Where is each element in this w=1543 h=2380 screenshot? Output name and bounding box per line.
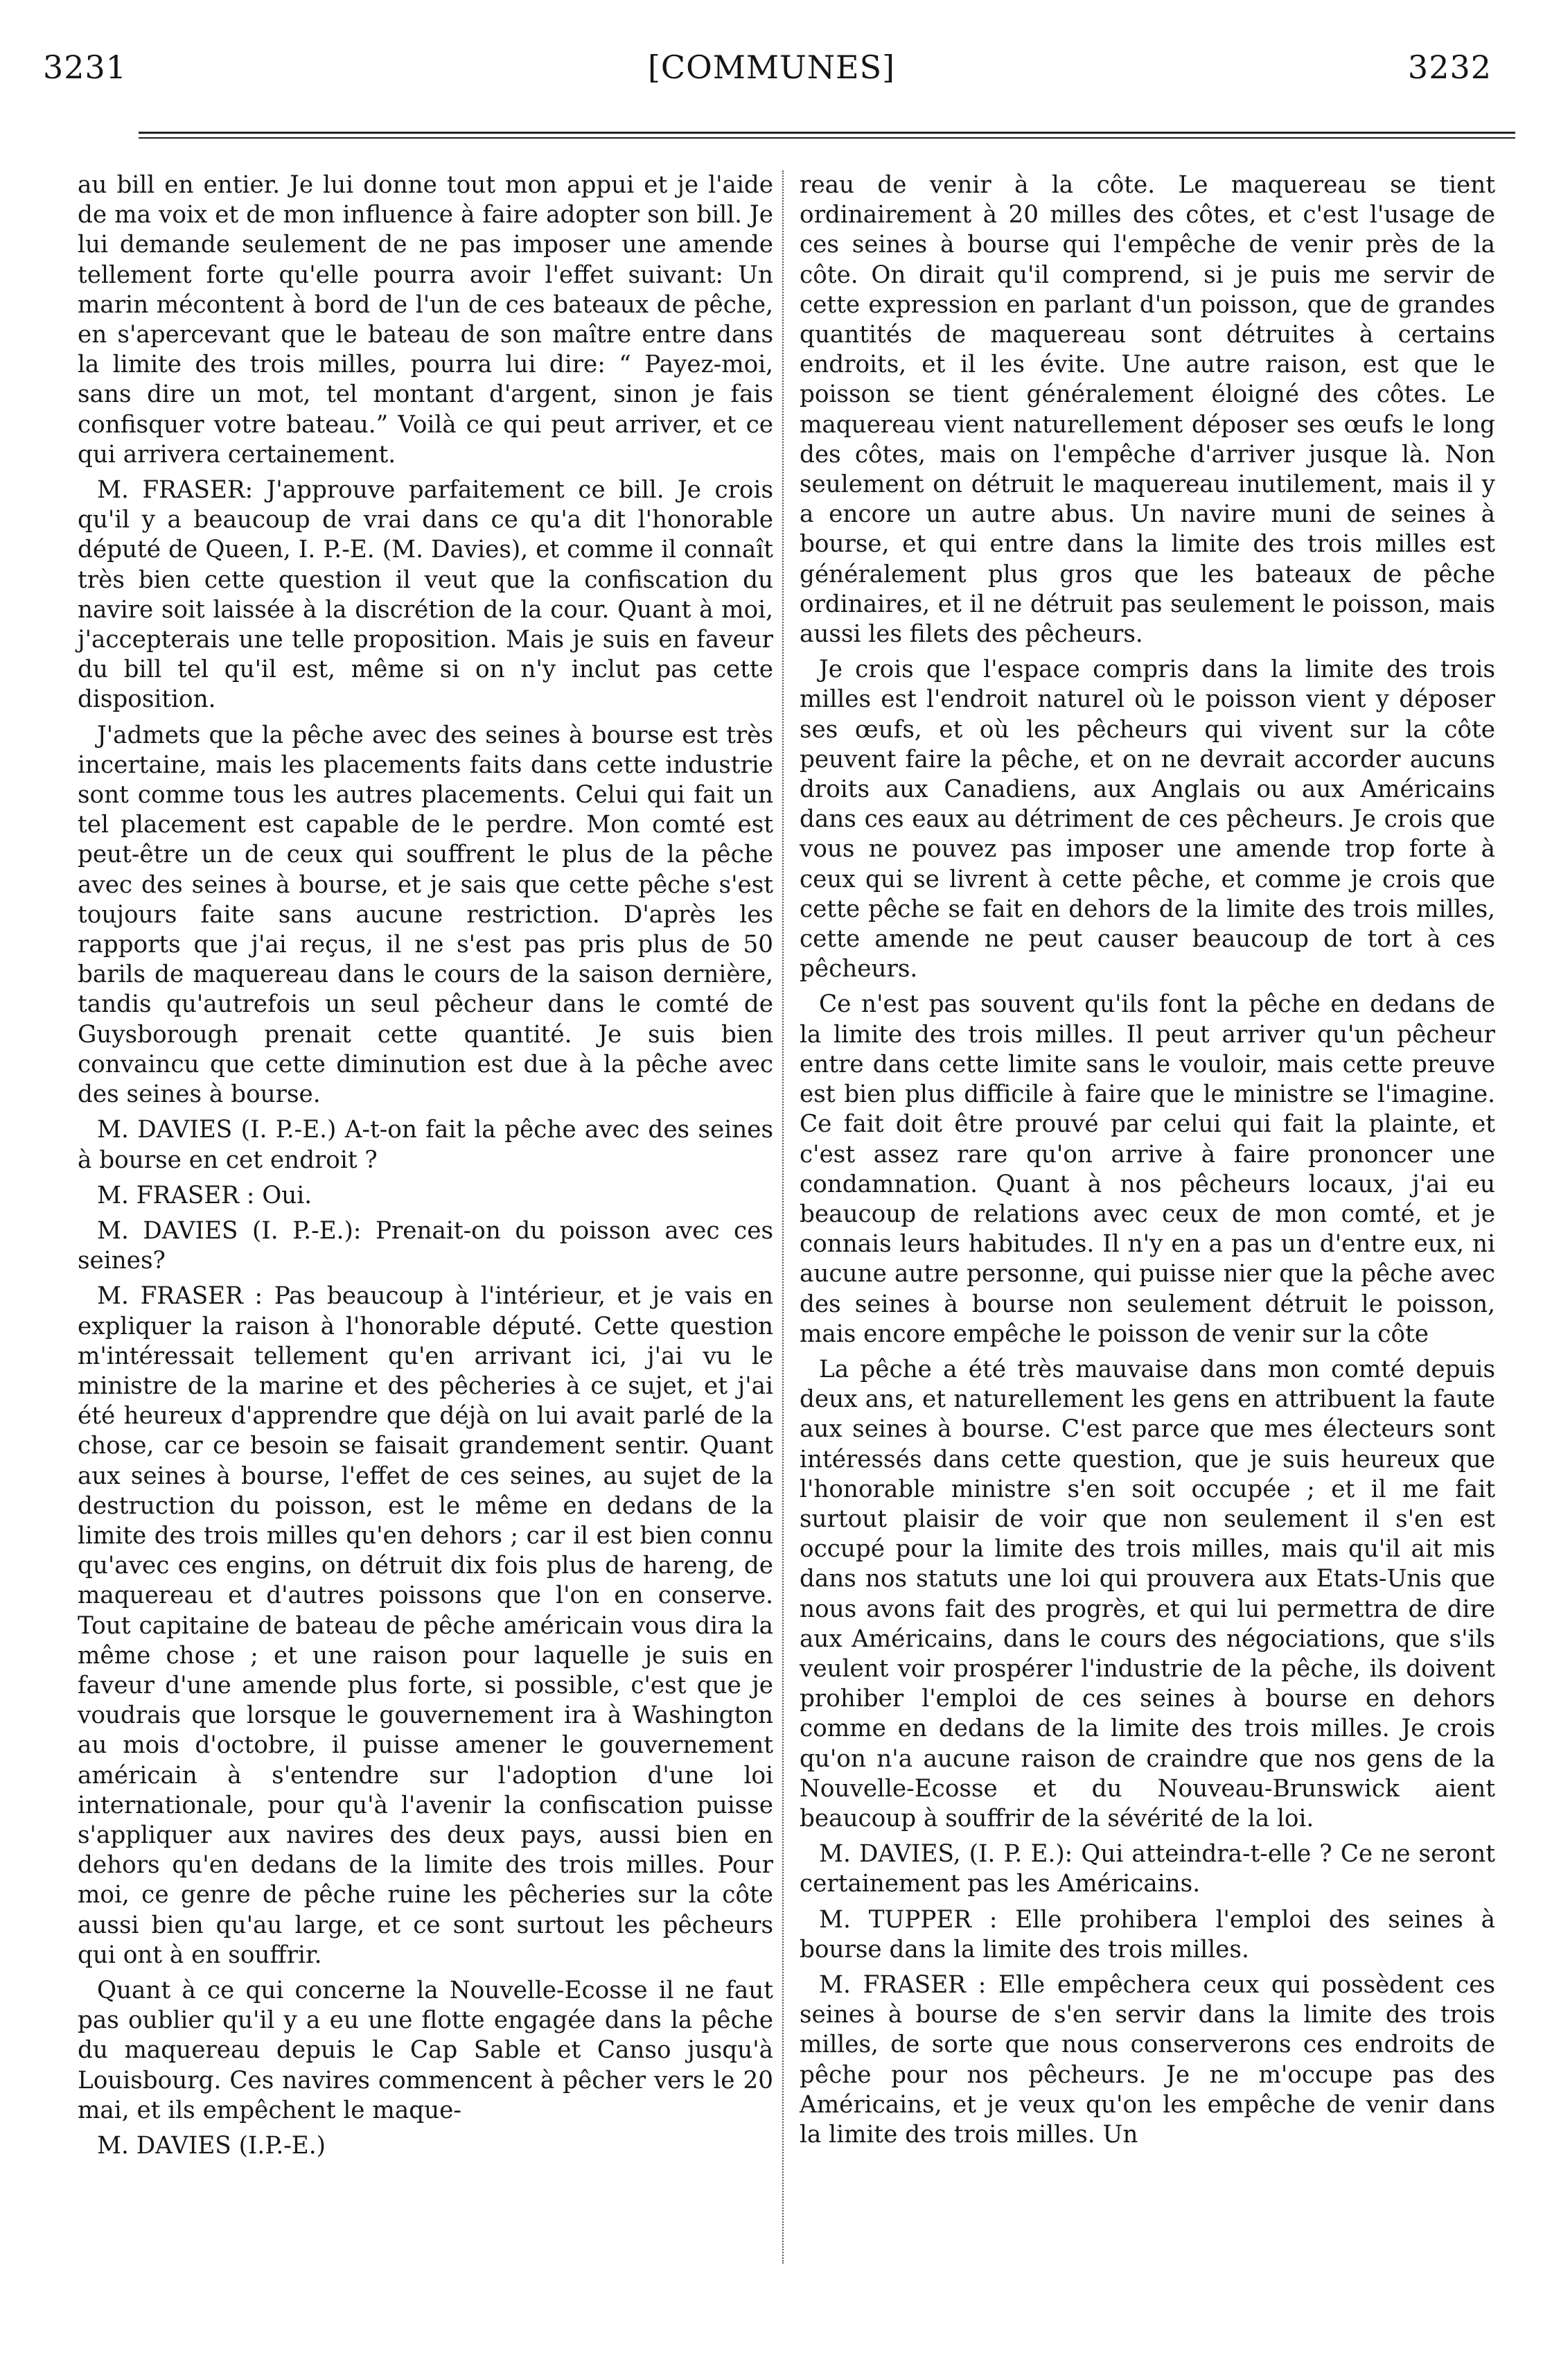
paragraph: M. FRASER: J'approuve parfaitement ce bill. Je crois qu'il y a beaucoup de vrai dans ce qu'a dit l'honorable député de Queen, I. P.-E. (M. Davies), et comme il connaît très bien cette question il veut que la confiscation du navire soit laissée à la discrétion de la cour. Quant à moi, j'accepterais une telle proposition. Mais je suis en faveur du bill tel qu'il est, même si on n'y inclut pas cette disposition. (78, 476, 773, 714)
header-rule-bottom (139, 137, 1515, 139)
page-number-right: 3232 (1407, 49, 1492, 86)
paragraph: Quant à ce qui concerne la Nouvelle-Ecosse il ne faut pas oublier qu'il y a eu une flotte engagée dans la pêche du maquereau depuis le Cap Sable et Canso jusqu'à Louisbourg. Ces navires commencent à pêcher vers le 20 mai, et ils empêchent le maque- (78, 1976, 773, 2124)
paragraph: au bill en entier. Je lui donne tout mon appui et je l'aide de ma voix et de mon influence à faire adopter son bill. Je lui demande seulement de ne pas imposer une amende tellement forte qu'elle pourra avoir l'effet suivant: Un marin mécontent à bord de l'un de ces bateaux de pêche, en s'apercevant que le bateau de son maître entre dans la limite des trois milles, pourra lui dire: “ Payez-moi, sans dire un mot, tel montant d'argent, sinon je fais confisquer votre bateau.” Voilà ce qui peut arriver, et ce qui arrivera certainement. (78, 171, 773, 469)
right-column (800, 170, 1495, 2155)
page-number-left: 3231 (43, 49, 127, 86)
paragraph: Je crois que l'espace compris dans la limite des trois milles est l'endroit naturel où le poisson vient y déposer ses œufs, et où les pêcheurs qui vivent sur la côte peuvent faire la pêche, et on ne devrait accorder aucuns droits aux Canadiens, aux Anglais ou aux Américains dans ces eaux au détriment de ces pêcheurs. Je crois que vous ne pouvez pas imposer une amende trop forte à ceux qui se livrent à cette pêche, et comme je crois que cette pêche se fait en dehors de la limite des trois milles, cette amende ne peut causer beaucoup de tort à ces pêcheurs. (800, 656, 1495, 983)
paragraph: M. FRASER : Oui. (97, 1181, 312, 1209)
paragraph: La pêche a été très mauvaise dans mon comté depuis deux ans, et naturellement les gens en attribuent la faute aux seines à bourse. C'est parce que mes électeurs sont intéressés dans cette question, que je suis heureux que l'honorable ministre s'en soit occupée ; et il me fait surtout plaisir de voir que non seulement il s'en est occupé pour la limite des trois milles, mais qu'il ait mis dans nos statuts une loi qui prouvera aux Etats-Unis que nous avons fait des progrès, et qui lui permettra de dire aux Américains, dans le cours des négociations, que s'ils veulent voir prospérer l'industrie de la pêche, ils doivent prohiber l'emploi de ces seines à bourse en dehors comme en dedans de la limite des trois milles. Je crois qu'on n'a aucune raison de craindre que nos gens de la Nouvelle-Ecosse et du Nouveau-Brunswick aient beaucoup à souffrir de la sévérité de la loi. (800, 1355, 1495, 1832)
header-rule-top (139, 132, 1515, 134)
running-title: [COMMUNES] (647, 49, 896, 86)
left-column (78, 170, 773, 2167)
paragraph: J'admets que la pêche avec des seines à bourse est très incertaine, mais les placements faits dans cette industrie sont comme tous les autres placements. Celui qui fait un tel placement est capable de le perdre. Mon comté est peut-être un de ceux qui souffrent le plus de la pêche avec des seines à bourse, et je sais que cette pêche s'est toujours faite sans aucune restriction. D'après les rapports que j'ai reçus, il ne s'est pas pris plus de 50 barils de maquereau dans le cours de la saison dernière, tandis qu'autrefois un seul pêcheur dans le comté de Guysborough prenait cette quantité. Je suis bien convaincu que cette diminution est due à la pêche avec des seines à bourse. (78, 721, 773, 1109)
paragraph: M. FRASER : Pas beaucoup à l'intérieur, et je vais en expliquer la raison à l'honorable député. Cette question m'intéressait tellement qu'en arrivant ici, j'ai vu le ministre de la marine et des pêcheries à ce sujet, et j'ai été heureux d'apprendre que déjà on lui avait parlé de la chose, car ce besoin se faisait grandement sentir. Quant aux seines à bourse, l'effet de ces seines, au sujet de la destruction du poisson, est le même en dedans de la limite des trois milles qu'en dehors ; car il est bien connu qu'avec ces engins, on détruit dix fois plus de hareng, de maquereau et d'autres poissons que l'on en conserve. Tout capitaine de bateau de pêche américain vous dira la même chose ; et une raison pour laquelle je suis en faveur d'une amende plus forte, si possible, c'est que je voudrais que lorsque le gouvernement ira à Washington au mois d'octobre, il puisse amener le gouvernement américain à s'entendre sur l'adoption d'une loi internationale, pour qu'à l'avenir la confiscation puisse s'appliquer aux navires des deux pays, aussi bien en dehors qu'en dedans de la limite des trois milles. Pour moi, ce genre de pêche ruine les pêcheries sur la côte aussi bien qu'au large, et ce sont surtout les pêcheurs qui ont à en souffrir. (78, 1282, 773, 1969)
paragraph: M. FRASER : Elle empêchera ceux qui possèdent ces seines à bourse de s'en servir dans la limite des trois milles, de sorte que nous conserverons ces endroits de pêche pour nos pêcheurs. Je ne m'occupe pas des Américains, et je veux qu'on les empêche de venir dans la limite des trois milles. Un (800, 1970, 1495, 2149)
paragraph: M. DAVIES (I. P.-E.) A-t-on fait la pêche avec des seines à bourse en cet endroit ? (78, 1116, 773, 1174)
paragraph: M. DAVIES, (I. P. E.): Qui atteindra-t-elle ? Ce ne seront certainement pas les Américains. (800, 1840, 1495, 1898)
paragraph: M. DAVIES (I. P.-E.): Prenait-on du poisson avec ces seines? (78, 1216, 773, 1275)
catchword-signature: M. DAVIES (I.P.-E.) (97, 2132, 326, 2160)
page-header (43, 36, 1500, 105)
paragraph: reau de venir à la côte. Le maquereau se tient ordinairement à 20 milles des côtes, et c'est l'usage de ces seines à bourse qui l'empêche de venir près de la côte. On dirait qu'il comprend, si je puis me servir de cette expression en parlant d'un poisson, que de grandes quantités de maquereau sont détruites à certains endroits, et il les évite. Une autre raison, est que le poisson se tient généralement éloigné des côtes. Le maquereau vient naturellement déposer ses œufs le long des côtes, mais on l'empêche d'arriver jusque là. Non seulement on détruit le maquereau inutilement, mais il y a encore un autre abus. Un navire muni de seines à bourse, et qui entre dans la limite des trois milles est généralement plus gros que les bateaux de pêche ordinaires, et il ne détruit pas seulement le poisson, mais aussi les filets des pêcheurs. (800, 171, 1495, 649)
paragraph: Ce n'est pas souvent qu'ils font la pêche en dedans de la limite des trois milles. Il peut arriver qu'un pêcheur entre dans cette limite sans le vouloir, mais cette preuve est bien plus difficile à faire que le ministre se l'imagine. Ce fait doit être prouvé par celui qui fait la plainte, et c'est assez rare qu'on arrive à faire prononcer une condamnation. Quant à nos pêcheurs locaux, j'ai eu beaucoup de relations avec ceux de mon comté, et je connais leurs habitudes. Il n'y en a pas un d'entre eux, ni aucune autre personne, qui puisse nier que la pêche avec des seines à bourse non seulement détruit le poisson, mais encore empêche le poisson de venir sur la côte (800, 990, 1495, 1348)
paragraph: M. TUPPER : Elle prohibera l'emploi des seines à bourse dans la limite des trois milles. (800, 1905, 1495, 1963)
text-columns (0, 170, 1543, 2380)
